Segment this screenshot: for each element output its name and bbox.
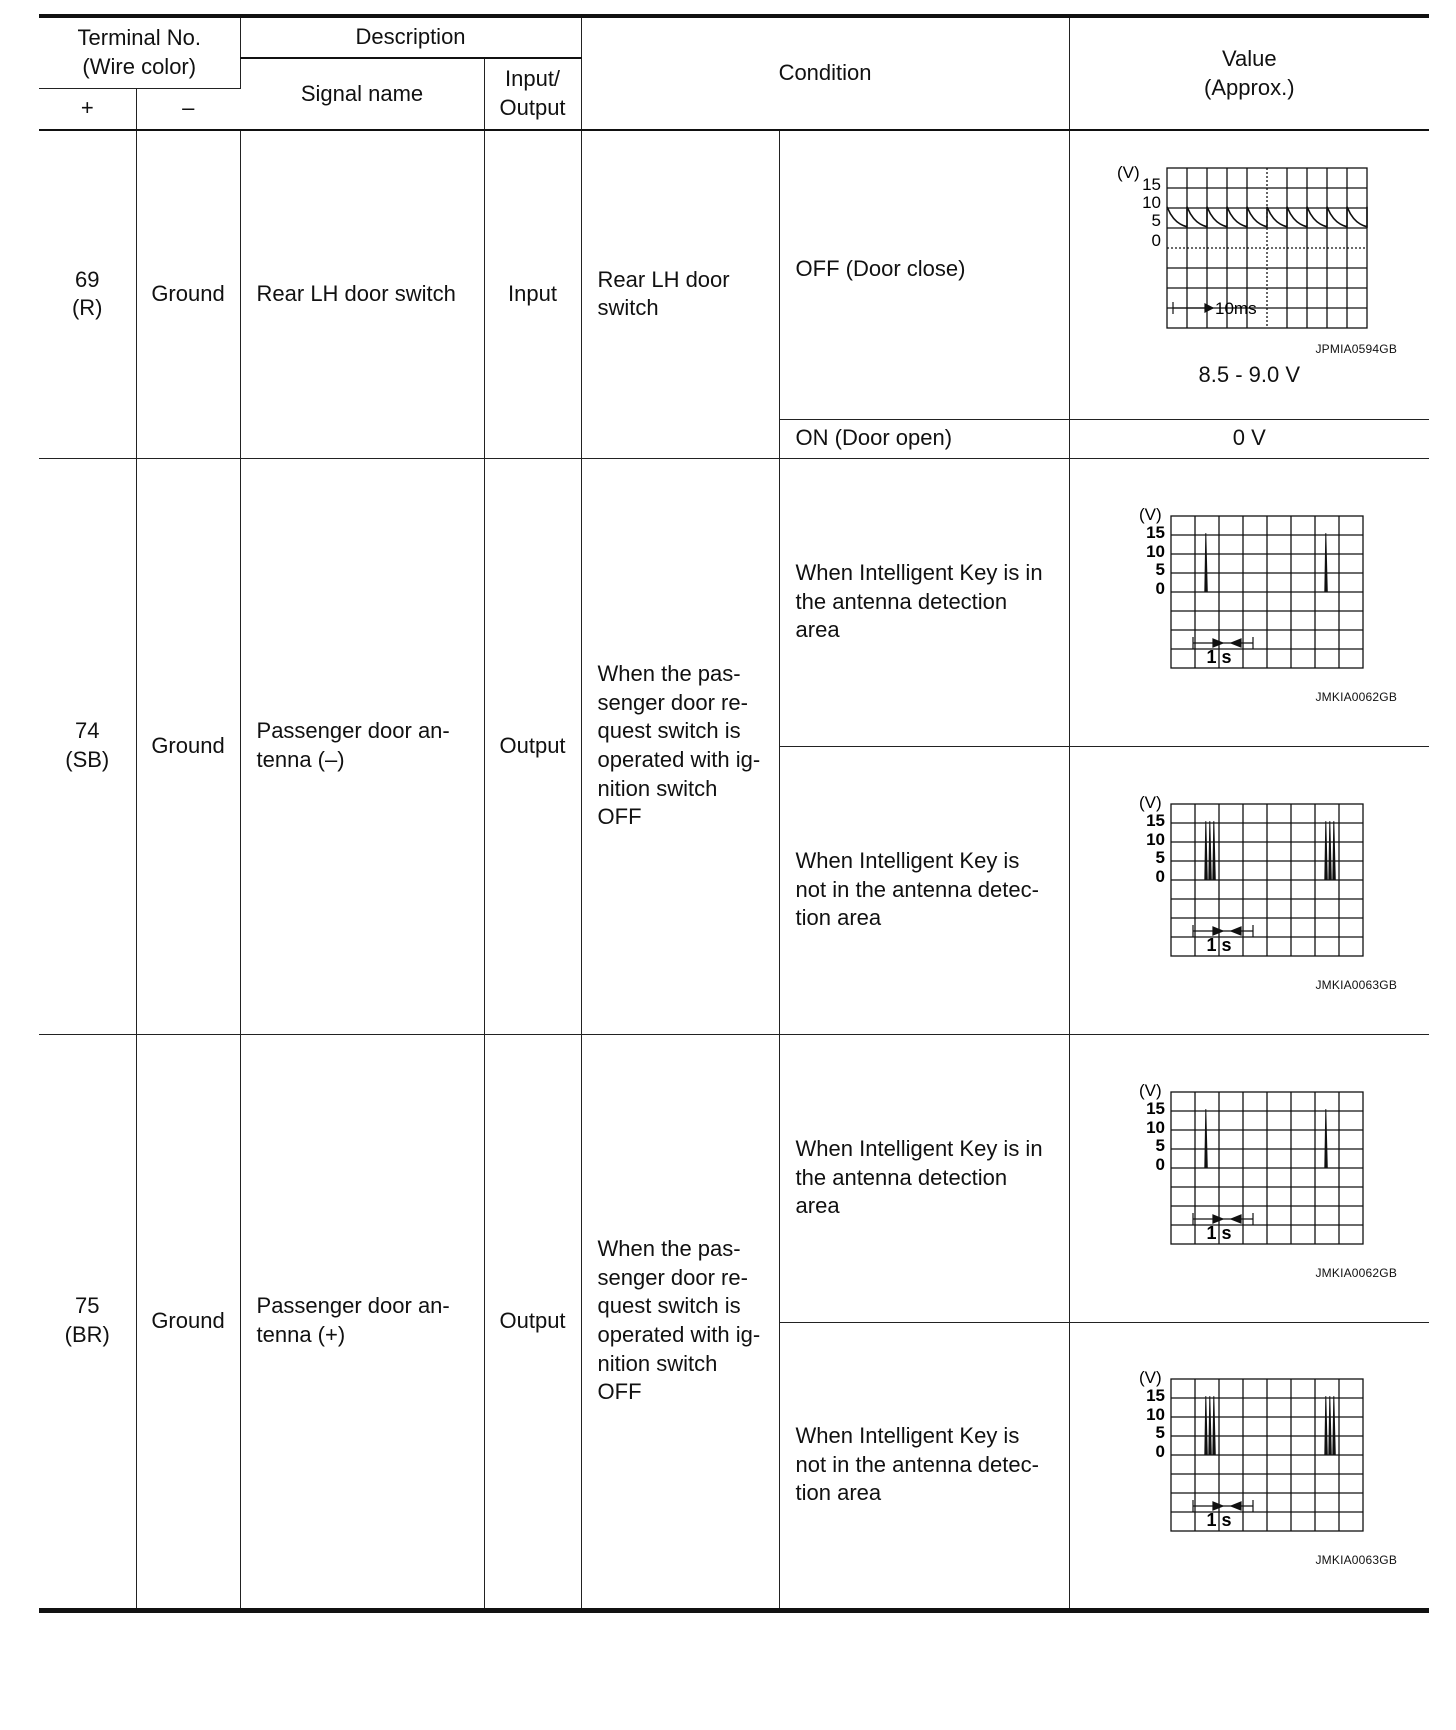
condition-main [581,458,779,1034]
pulse-signal [1205,1396,1336,1455]
wire-color: (BR) [64,1322,110,1347]
value-cell [1069,458,1429,746]
header-value [1069,16,1429,130]
y-tick-label: 5 [1155,848,1166,868]
oscilloscope-grid [1171,516,1363,668]
table-row [39,458,1429,746]
pulse-spike [1333,821,1336,880]
value-cell [1069,1034,1429,1322]
condition-main-line: switch [597,295,659,321]
figure-code: JMKIA0063GB [1315,978,1398,993]
condition-main-line: operated with ig- [597,1322,761,1347]
signal-name-line: Passenger door an- [256,1293,450,1319]
value-cell [1069,746,1429,1034]
figure-code: JMKIA0062GB [1315,1266,1398,1281]
condition-sub [779,458,1069,746]
header-io-line1: Input/ [505,66,561,92]
condition-main-line: operated with ig- [597,747,761,772]
y-tick-label: 0 [1155,1155,1166,1175]
condition-sub: OFF (Door close) [779,130,1069,419]
condition-main-line: quest switch is [597,1293,741,1319]
condition-main-line: senger door re- [597,1264,748,1290]
terminal-cell [39,1034,136,1610]
condition-main-line: senger door re- [597,689,748,715]
value-text: 0 V [1069,419,1429,458]
condition-sub-line: tion area [795,1480,882,1506]
y-tick-label: 15 [1146,1099,1166,1119]
header-input-output [484,58,581,130]
condition-sub [779,1322,1069,1610]
condition-sub: ON (Door open) [779,419,1069,458]
terminal-cell [39,458,136,1034]
input-output: Input [484,130,581,458]
condition-sub-line: the antenna detection [795,1164,1008,1190]
header-io-line2: Output [499,95,566,120]
table-row [39,1034,1429,1322]
pulse-spike [1329,821,1332,880]
value-text: 8.5 - 9.0 V [1198,362,1301,388]
header-approx-label: (Approx.) [1204,74,1295,100]
header-description: Description [240,16,581,58]
y-tick-label: 15 [1146,1386,1166,1406]
y-tick-label: 10 [1142,192,1162,212]
y-tick-label: 10 [1146,542,1166,562]
condition-main [581,1034,779,1610]
condition-main-line: quest switch is [597,718,741,744]
signal-name: Rear LH door switch [240,130,484,458]
header-wire-color-label: (Wire color) [82,53,197,79]
pulse-spike [1325,1109,1328,1168]
pulse-spike [1205,1109,1208,1168]
terminal-number: 75 [75,1293,100,1319]
y-tick-label: 5 [1155,560,1166,580]
condition-main-line: OFF [597,1379,642,1405]
condition-sub-line: tion area [795,905,882,931]
oscilloscope-grid [1167,168,1367,328]
pulse-spike [1333,1396,1336,1455]
condition-sub-line: When Intelligent Key is [795,848,1020,874]
table-row [39,130,1429,419]
pulse-signal [1205,1109,1328,1168]
y-tick-label: 15 [1142,174,1162,194]
terminal-cell [39,130,136,458]
figure-code: JMKIA0062GB [1315,690,1398,705]
terminal-number: 69 [75,266,100,292]
terminal-spec-page [39,14,1429,1613]
minus-terminal: Ground [136,458,240,1034]
condition-main-line: Rear LH door [597,266,730,292]
condition-sub-line: When Intelligent Key is in [795,560,1043,586]
value-cell [1069,130,1429,419]
y-tick-label: 10 [1146,830,1166,850]
y-tick-label: 5 [1155,1423,1166,1443]
waveform-pulse-single [1099,498,1399,688]
signal-name-line: tenna (–) [256,747,345,772]
header-row-1 [39,16,1429,58]
header-terminal-label: Terminal No. [77,25,201,51]
signal-name-line: Passenger door an- [256,718,450,744]
wire-color: (R) [71,295,103,321]
waveform-figure [1070,1361,1430,1569]
signal-name [240,458,484,1034]
condition-sub-line: the antenna detection [795,588,1008,614]
condition-sub-line: area [795,1193,840,1219]
waveform-figure [1070,786,1430,994]
terminal-number: 74 [75,718,100,744]
header-value-label: Value [1221,45,1277,71]
signal-name-line: tenna (+) [256,1322,346,1347]
waveform-sawtooth [1099,160,1399,340]
pulse-spike [1213,1396,1216,1455]
waveform-figure [1070,498,1430,706]
axis-unit-label: (V) [1117,162,1140,182]
waveform-figure [1070,1074,1430,1282]
minus-terminal: Ground [136,130,240,458]
condition-sub-line: When Intelligent Key is in [795,1136,1043,1162]
waveform-figure [1070,160,1430,390]
pulse-spike [1209,1396,1212,1455]
y-tick-label: 10 [1146,1405,1166,1425]
time-scale-label: 1 s [1206,647,1232,668]
figure-code: JMKIA0063GB [1315,1553,1398,1568]
header-terminal-no [39,16,240,88]
time-scale-label: 10ms [1215,298,1257,318]
header-minus: – [136,88,240,130]
time-scale-label: 1 s [1206,1510,1232,1531]
input-output: Output [484,1034,581,1610]
axis-unit-label: (V) [1139,505,1162,525]
condition-sub-line: not in the antenna detec- [795,876,1039,902]
condition-main-line: nition switch [597,775,718,801]
y-tick-label: 0 [1155,1442,1166,1462]
time-scale-label: 1 s [1206,935,1232,956]
header-condition: Condition [581,16,1069,130]
y-tick-label: 5 [1155,1136,1166,1156]
axis-unit-label: (V) [1139,1081,1162,1101]
y-tick-label: 10 [1146,1118,1166,1138]
axis-unit-label: (V) [1139,793,1162,813]
y-tick-label: 0 [1155,867,1166,887]
condition-sub-line: not in the antenna detec- [795,1451,1039,1477]
condition-main-line: When the pas- [597,661,741,687]
condition-main-line: nition switch [597,1350,718,1376]
input-output: Output [484,458,581,1034]
y-tick-label: 0 [1151,230,1162,250]
y-tick-label: 5 [1151,210,1162,230]
condition-sub [779,746,1069,1034]
condition-main-line: When the pas- [597,1236,741,1262]
value-cell [1069,1322,1429,1610]
pulse-spike [1205,533,1208,592]
pulse-spike [1205,1396,1208,1455]
pulse-spike [1325,821,1328,880]
wire-color: (SB) [65,747,110,772]
pulse-spike [1325,533,1328,592]
condition-main-line: OFF [597,804,642,830]
condition-sub-line: When Intelligent Key is [795,1423,1020,1449]
waveform-pulse-burst [1099,786,1399,976]
time-scale-label: 1 s [1206,1223,1232,1244]
terminal-spec-table [39,14,1429,1613]
figure-code: JPMIA0594GB [1315,341,1398,356]
pulse-spike [1205,821,1208,880]
pulse-spike [1329,1396,1332,1455]
sawtooth-signal [1167,206,1367,226]
pulse-signal [1205,821,1336,880]
waveform-pulse-single [1099,1074,1399,1264]
pulse-spike [1325,1396,1328,1455]
axis-unit-label: (V) [1139,1368,1162,1388]
condition-main [581,130,779,458]
minus-terminal: Ground [136,1034,240,1610]
condition-sub-line: area [795,617,840,643]
pulse-signal [1205,533,1328,592]
waveform-pulse-burst [1099,1361,1399,1551]
header-plus: + [39,88,136,130]
header-signal-name: Signal name [240,58,484,130]
pulse-spike [1213,821,1216,880]
signal-name [240,1034,484,1610]
condition-sub [779,1034,1069,1322]
oscilloscope-grid [1171,1092,1363,1244]
pulse-spike [1209,821,1212,880]
y-tick-label: 15 [1146,523,1166,543]
y-tick-label: 0 [1155,579,1166,599]
y-tick-label: 15 [1146,811,1166,831]
